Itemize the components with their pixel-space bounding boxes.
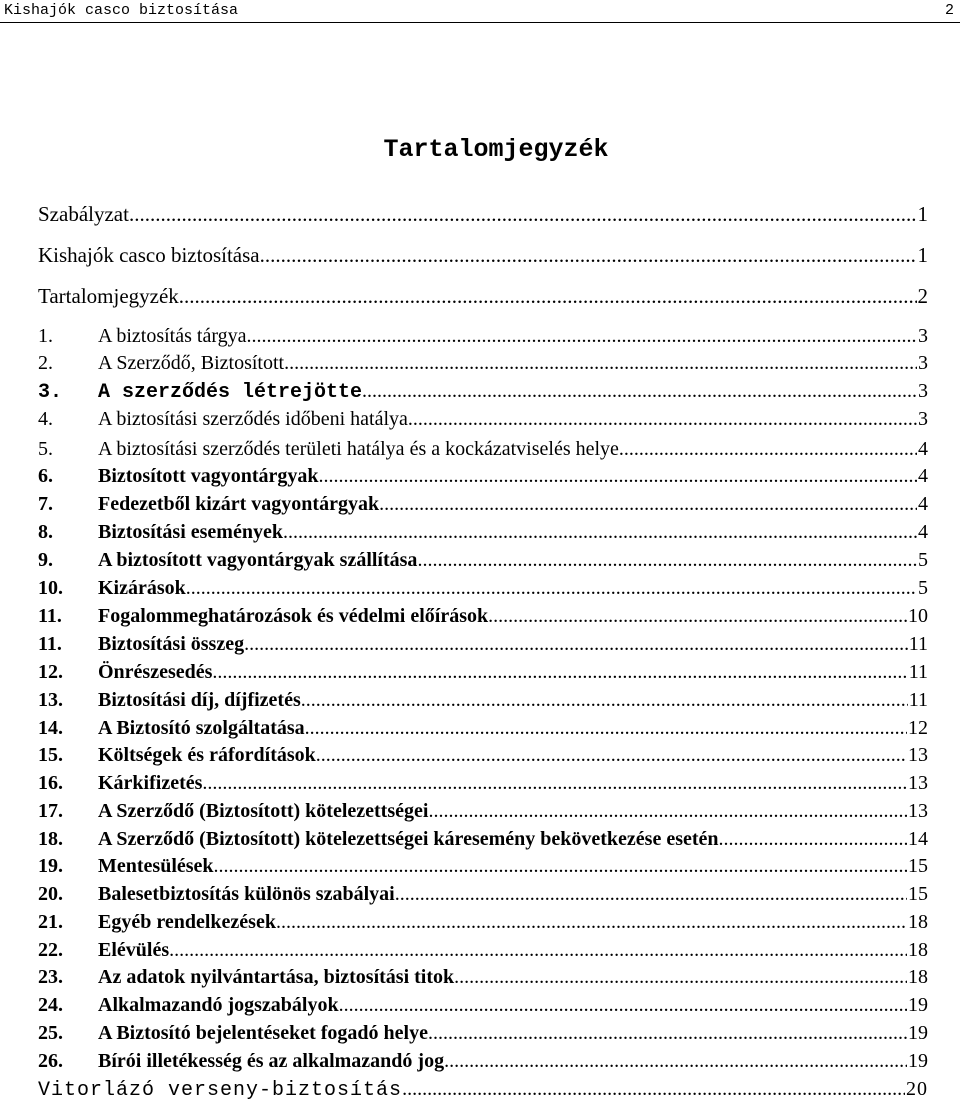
toc-entry-number: 3.	[38, 381, 63, 404]
toc-dot-leader	[276, 908, 907, 936]
toc-dot-leader	[408, 405, 917, 433]
toc-dot-leader	[417, 546, 917, 574]
toc-entry-page: 2	[917, 284, 928, 308]
toc-entry-title: Egyéb rendelkezések	[98, 911, 276, 933]
toc-dot-leader	[202, 769, 907, 797]
toc-entry-number: 10.	[38, 577, 63, 599]
header-rule	[0, 22, 960, 23]
toc-entry-number: 22.	[38, 939, 63, 961]
toc-entry-title: Biztosított vagyontárgyak	[98, 465, 319, 487]
toc-entry-page: 4	[918, 465, 928, 487]
toc-entry-title: Az adatok nyilvántartása, biztosítási titok	[98, 966, 455, 988]
toc-entry-title: Alkalmazandó jogszabályok	[98, 994, 339, 1016]
toc-entry-page: 10	[908, 605, 928, 627]
toc-entry-title: Kizárások	[98, 577, 186, 599]
toc-dot-leader	[339, 991, 907, 1019]
toc-entry-page: 5	[918, 577, 928, 599]
toc-entry-title: Kárkifizetés	[98, 772, 203, 794]
toc-heading: Tartalomjegyzék	[383, 135, 609, 164]
toc-entry-number: 13.	[38, 689, 63, 711]
running-header	[4, 0, 954, 22]
toc-dot-leader	[395, 880, 907, 908]
toc-entry-page: 19	[908, 1022, 928, 1044]
toc-entry[interactable]	[38, 462, 928, 490]
toc-entry[interactable]	[38, 200, 928, 228]
toc-entry-page: 4	[918, 438, 928, 460]
toc-entry-page: 15	[908, 883, 928, 905]
toc-entry-title: Önrészesedés	[98, 661, 213, 683]
toc-entry-title: A Szerződő (Biztosított) kötelezettségei	[98, 800, 429, 822]
toc-entry[interactable]	[38, 1019, 928, 1047]
toc-entry-page: 1	[917, 202, 928, 226]
toc-dot-leader	[169, 936, 907, 964]
toc-entry[interactable]	[38, 282, 928, 310]
toc-entry-page: 11	[908, 661, 928, 683]
toc-dot-leader	[186, 574, 917, 602]
toc-entry-page: 5	[918, 549, 928, 571]
toc-entry[interactable]	[38, 241, 928, 269]
toc-dot-leader	[316, 741, 907, 769]
toc-entry-title: Elévülés	[98, 939, 170, 961]
toc-entry-number: 20.	[38, 883, 63, 905]
toc-entry[interactable]	[38, 1047, 928, 1075]
toc-entry-page: 13	[908, 772, 928, 794]
toc-entry-page: 3	[918, 352, 928, 374]
toc-entry-number: 5.	[38, 438, 53, 460]
toc-entry-number: 7.	[38, 493, 53, 515]
toc-entry-number: 1.	[38, 325, 53, 347]
toc-entry-number: 9.	[38, 549, 53, 571]
toc-entry-page: 18	[908, 966, 928, 988]
toc-entry[interactable]	[38, 825, 928, 853]
toc-dot-leader	[214, 852, 907, 880]
toc-entry-page: 1	[917, 243, 928, 267]
toc-entry-number: 25.	[38, 1022, 63, 1044]
toc-entry-page: 15	[908, 855, 928, 877]
toc-entry-page: 4	[918, 493, 928, 515]
toc-entry-page: 13	[908, 800, 928, 822]
toc-entry-title: Mentesülések	[98, 855, 214, 877]
toc-dot-leader	[619, 435, 917, 463]
toc-entry-number: 15.	[38, 744, 63, 766]
toc-entry-title: Fedezetből kizárt vagyontárgyak	[98, 493, 380, 515]
toc-entry-title: Kishajók casco biztosítása	[38, 243, 260, 267]
toc-entry-number: 23.	[38, 966, 63, 988]
toc-entry[interactable]	[38, 377, 928, 405]
toc-dot-leader	[247, 322, 918, 350]
toc-entry-number: 24.	[38, 994, 63, 1016]
toc-entry[interactable]	[38, 574, 928, 602]
toc-entry-number: 19.	[38, 855, 63, 877]
toc-dot-leader	[379, 490, 917, 518]
toc-dot-leader	[305, 714, 907, 742]
running-header-title: Kishajók casco biztosítása	[4, 2, 239, 19]
toc-entry[interactable]	[38, 686, 928, 714]
toc-entry-title: A biztosítási szerződés időbeni hatálya	[98, 408, 408, 430]
toc-entry-title: A Szerződő, Biztosított	[98, 352, 285, 374]
toc-entry-page: 19	[908, 1050, 928, 1072]
toc-entry[interactable]	[38, 908, 928, 936]
toc-entry-title: Biztosítási díj, díjfizetés	[98, 689, 301, 711]
toc-dot-leader	[402, 1075, 905, 1103]
toc-dot-leader	[129, 200, 917, 228]
toc-entry-number: 11.	[38, 605, 62, 627]
toc-entry-page: 3	[918, 408, 928, 430]
toc-entry-page: 11	[908, 689, 928, 711]
toc-entry-number: 26.	[38, 1050, 63, 1072]
toc-entry-page: 11	[908, 633, 928, 655]
toc-entry-page: 14	[908, 828, 928, 850]
toc-entry[interactable]	[38, 797, 928, 825]
toc-dot-leader	[319, 462, 917, 490]
toc-dot-leader	[488, 602, 907, 630]
toc-entry[interactable]	[38, 602, 928, 630]
toc-entry-title: Vitorlázó verseny-biztosítás	[38, 1079, 403, 1102]
toc-entry-title: Költségek és ráfordítások	[98, 744, 316, 766]
toc-entry-title: A biztosított vagyontárgyak szállítása	[98, 549, 418, 571]
toc-entry-number: 8.	[38, 521, 53, 543]
toc-dot-leader	[454, 963, 907, 991]
toc-entry[interactable]	[38, 658, 928, 686]
toc-entry[interactable]	[38, 963, 928, 991]
toc-entry-page: 19	[908, 994, 928, 1016]
toc-entry-number: 4.	[38, 408, 53, 430]
toc-entry-title: Biztosítási események	[98, 521, 283, 543]
toc-entry-number: 21.	[38, 911, 63, 933]
toc-entry-title: Szabályzat	[38, 202, 129, 226]
toc-entry[interactable]	[38, 852, 928, 880]
toc-dot-leader	[179, 282, 917, 310]
toc-entry[interactable]	[38, 405, 928, 433]
toc-dot-leader	[301, 686, 908, 714]
toc-entry-title: A Biztosító szolgáltatása	[98, 717, 305, 739]
toc-dot-leader	[362, 377, 917, 405]
toc-entry-title: Tartalomjegyzék	[38, 284, 179, 308]
toc-entry[interactable]	[38, 991, 928, 1019]
toc-dot-leader	[244, 630, 908, 658]
toc-entry-title: Bírói illetékesség és az alkalmazandó jog	[98, 1050, 445, 1072]
toc-entry-number: 6.	[38, 465, 53, 487]
toc-entry-title: A Szerződő (Biztosított) kötelezettségei káresemény bekövetkezése esetén	[98, 828, 719, 850]
toc-entry-number: 18.	[38, 828, 63, 850]
toc-dot-leader	[284, 349, 917, 377]
toc-dot-leader	[428, 1019, 907, 1047]
toc-entry-number: 12.	[38, 661, 63, 683]
toc-entry[interactable]	[38, 490, 928, 518]
toc-entry-page: 13	[908, 744, 928, 766]
toc-entry-title: Biztosítási összeg	[98, 633, 245, 655]
toc-dot-leader	[719, 825, 907, 853]
toc-entry-title: A Biztosító bejelentéseket fogadó helye	[98, 1022, 428, 1044]
toc-entry-page: 4	[918, 521, 928, 543]
toc-entry[interactable]	[38, 741, 928, 769]
toc-entry[interactable]	[38, 435, 928, 463]
toc-entry[interactable]	[38, 1075, 928, 1103]
toc-entry[interactable]	[38, 630, 928, 658]
toc-entry-page: 3	[918, 325, 928, 347]
toc-entry-number: 16.	[38, 772, 63, 794]
toc-dot-leader	[428, 797, 907, 825]
toc-entry-page: 12	[908, 717, 928, 739]
toc-entry[interactable]	[38, 546, 928, 574]
toc-entry-page: 18	[908, 939, 928, 961]
toc-entry-title: A biztosítási szerződés területi hatálya és a kockázatviselés helye	[98, 438, 619, 460]
toc-entry-title: A biztosítás tárgya	[98, 325, 247, 347]
toc-dot-leader	[260, 241, 917, 269]
toc-entry[interactable]	[38, 349, 928, 377]
toc-entry-title: Fogalommeghatározások és védelmi előírások	[98, 605, 489, 627]
toc-dot-leader	[283, 518, 917, 546]
toc-entry[interactable]	[38, 769, 928, 797]
toc-entry-page: 20	[906, 1078, 928, 1100]
toc-dot-leader	[444, 1047, 907, 1075]
toc-entry[interactable]	[38, 322, 928, 350]
toc-entry[interactable]	[38, 880, 928, 908]
toc-dot-leader	[212, 658, 907, 686]
toc-entry[interactable]	[38, 714, 928, 742]
toc-entry-page: 3	[918, 380, 928, 402]
toc-entry-number: 2.	[38, 352, 53, 374]
toc-entry-title: Balesetbiztosítás különös szabályai	[98, 883, 395, 905]
toc-entry-number: 17.	[38, 800, 63, 822]
toc-entry-number: 11.	[38, 633, 62, 655]
running-header-page-number: 2	[944, 2, 954, 19]
toc-entry-page: 18	[908, 911, 928, 933]
toc-entry[interactable]	[38, 518, 928, 546]
toc-entry[interactable]	[38, 936, 928, 964]
toc-entry-title: A szerződés létrejötte	[98, 381, 363, 404]
toc-entry-number: 14.	[38, 717, 63, 739]
